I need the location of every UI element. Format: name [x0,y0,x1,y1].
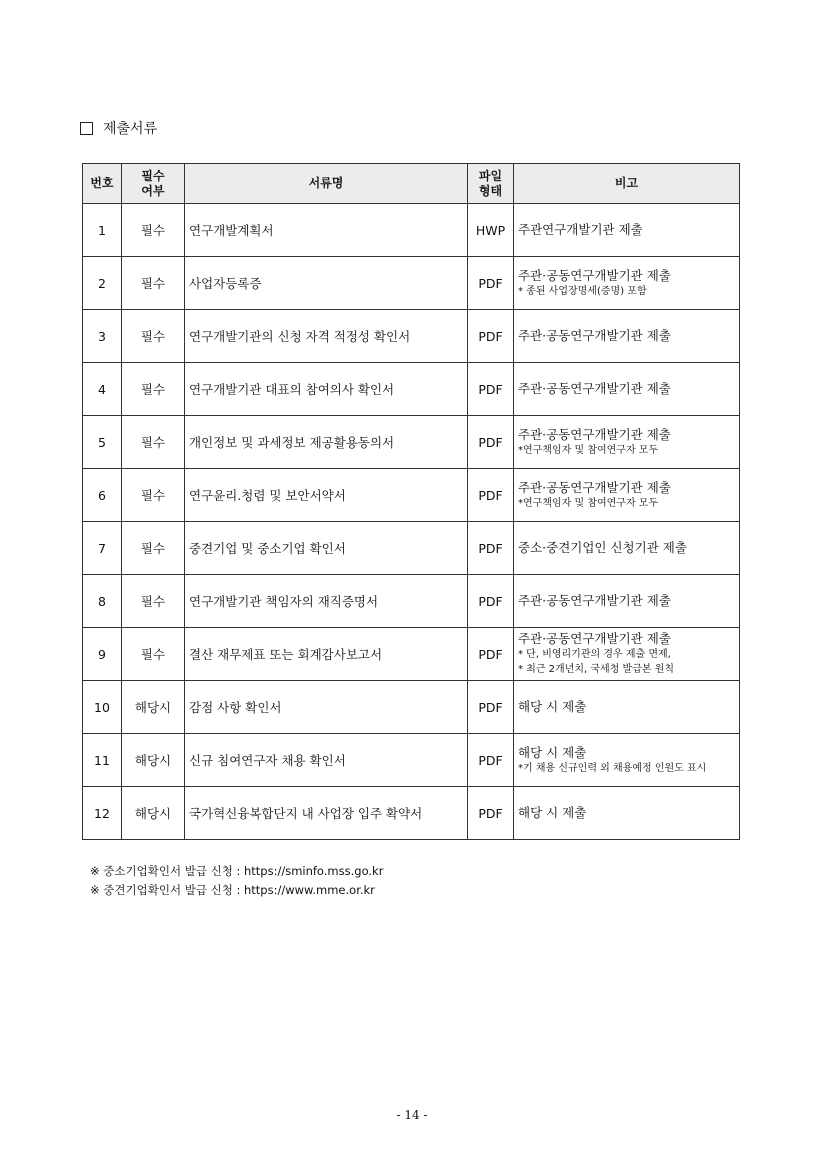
cell-note [514,575,740,628]
cell-note [514,734,740,787]
table-row [83,787,740,840]
cell-file-type: PDF [468,575,514,628]
cell-required: 필수 [122,204,185,257]
note-sub-text: * 종된 사업장명세(증명) 포함 [518,285,647,297]
note-sub-text: *연구책임자 및 참여연구자 모두 [518,444,659,456]
note-sub-text: *기 채용 신규인력 외 채용예정 인원도 표시 [518,762,707,774]
cell-document-name: 감점 사항 확인서 [185,681,468,734]
cell-required: 해당시 [122,681,185,734]
cell-required: 필수 [122,310,185,363]
documents-table [82,163,740,840]
note-main-text: 해당 시 제출 [518,805,587,820]
note-main-text: 해당 시 제출 [518,744,587,760]
cell-no: 12 [83,787,122,840]
cell-document-name: 사업자등록증 [185,257,468,310]
cell-no: 2 [83,257,122,310]
cell-file-type: PDF [468,310,514,363]
table-row [83,363,740,416]
cell-document-name: 결산 재무제표 또는 회계감사보고서 [185,628,468,681]
cell-note [514,363,740,416]
cell-document-name: 연구윤리.청렴 및 보안서약서 [185,469,468,522]
footnote-mme: ※ 중견기업확인서 발급 신청 : https://www.mme.or.kr [90,883,375,897]
note-main-text: 주관·공동연구개발기관 제출 [518,593,671,608]
cell-no: 3 [83,310,122,363]
cell-required: 해당시 [122,787,185,840]
cell-document-name: 연구개발기관의 신청 자격 적정성 확인서 [185,310,468,363]
note-main-text: 주관연구개발기관 제출 [518,222,643,237]
table-row [83,681,740,734]
header-note: 비고 [514,164,740,204]
header-no: 번호 [83,164,122,204]
cell-document-name: 개인정보 및 과세정보 제공활용동의서 [185,416,468,469]
table-row [83,522,740,575]
cell-document-name: 연구개발계획서 [185,204,468,257]
note-main-text: 주관·공동연구개발기관 제출 [518,328,671,343]
note-sub-text: *연구책임자 및 참여연구자 모두 [518,497,659,509]
cell-required: 필수 [122,628,185,681]
cell-file-type: HWP [468,204,514,257]
checkbox-icon [80,122,93,135]
table-row [83,416,740,469]
table-body [83,204,740,840]
cell-file-type: PDF [468,787,514,840]
table-header-row [83,164,740,204]
cell-no: 1 [83,204,122,257]
cell-note [514,522,740,575]
cell-no: 4 [83,363,122,416]
table-row [83,734,740,787]
table-row [83,628,740,681]
cell-file-type: PDF [468,363,514,416]
cell-no: 6 [83,469,122,522]
cell-no: 8 [83,575,122,628]
note-main-text: 주관·공동연구개발기관 제출 [518,267,671,283]
cell-required: 해당시 [122,734,185,787]
note-sub-text: * 최근 2개년치, 국세청 발급본 원칙 [518,664,675,675]
cell-required: 필수 [122,575,185,628]
note-main-text: 해당 시 제출 [518,699,587,714]
cell-required: 필수 [122,469,185,522]
cell-file-type: PDF [468,469,514,522]
cell-note [514,469,740,522]
cell-file-type: PDF [468,681,514,734]
cell-note [514,681,740,734]
cell-note [514,628,740,681]
note-main-text: 주관·공동연구개발기관 제출 [518,381,671,396]
note-main-text: 주관·공동연구개발기관 제출 [518,631,671,646]
table-row [83,469,740,522]
cell-required: 필수 [122,257,185,310]
header-document-name: 서류명 [185,164,468,204]
header-required-line2: 여부 [141,183,165,198]
cell-file-type: PDF [468,734,514,787]
page-number: - 14 - [396,1108,428,1122]
cell-note [514,257,740,310]
cell-note [514,310,740,363]
footnote-sminfo: ※ 중소기업확인서 발급 신청 : https://sminfo.mss.go.kr [90,864,384,878]
cell-required: 필수 [122,522,185,575]
cell-no: 9 [83,628,122,681]
header-required [122,164,185,204]
cell-required: 필수 [122,363,185,416]
cell-no: 7 [83,522,122,575]
cell-note [514,204,740,257]
note-sub-text: * 단, 비영리기관의 경우 제출 면제, [518,649,671,660]
note-main-text: 주관·공동연구개발기관 제출 [518,479,671,495]
cell-note [514,787,740,840]
cell-document-name: 중견기업 및 중소기업 확인서 [185,522,468,575]
cell-document-name: 국가혁신융복합단지 내 사업장 입주 확약서 [185,787,468,840]
table-row [83,204,740,257]
header-file-type-line1: 파일 [478,168,503,183]
note-main-text: 중소·중견기업인 신청기관 제출 [518,540,687,555]
header-file-type-line2: 형태 [478,183,503,198]
cell-required: 필수 [122,416,185,469]
cell-no: 11 [83,734,122,787]
cell-document-name: 연구개발기관 책임자의 재직증명서 [185,575,468,628]
cell-no: 5 [83,416,122,469]
cell-file-type: PDF [468,522,514,575]
header-file-type [468,164,514,204]
cell-no: 10 [83,681,122,734]
cell-file-type: PDF [468,628,514,681]
cell-file-type: PDF [468,416,514,469]
section-title-text: 제출서류 [103,121,158,137]
table-row [83,257,740,310]
cell-note [514,416,740,469]
footnotes [90,862,383,900]
cell-document-name: 신규 침여연구자 채용 확인서 [185,734,468,787]
cell-file-type: PDF [468,257,514,310]
header-required-line1: 필수 [141,168,165,183]
note-main-text: 주관·공동연구개발기관 제출 [518,426,671,442]
cell-document-name: 연구개발기관 대표의 참여의사 확인서 [185,363,468,416]
section-title [80,118,157,138]
table-row [83,310,740,363]
table-row [83,575,740,628]
